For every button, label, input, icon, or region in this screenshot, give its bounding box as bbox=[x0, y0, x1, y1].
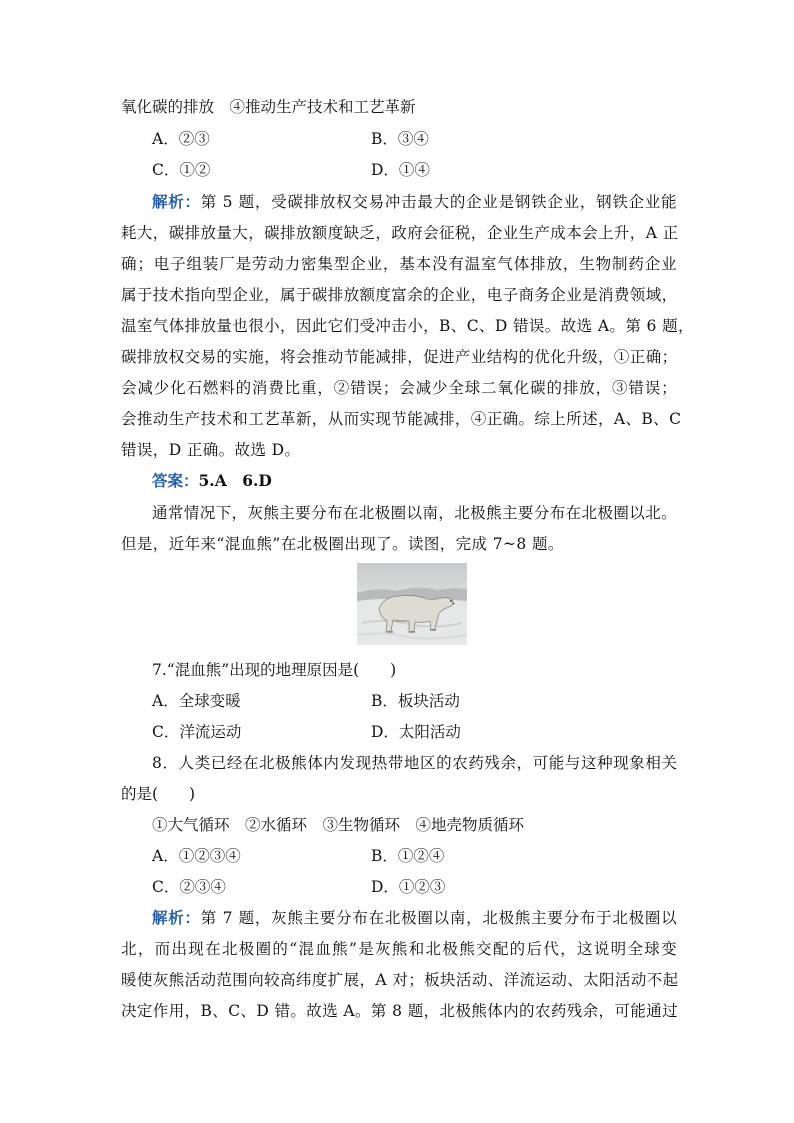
intro-line-2: 但是，近年来“混血熊”在北极圈出现了。读图，完成 7~8 题。 bbox=[121, 535, 564, 553]
answer1-label: 答案： bbox=[152, 471, 199, 490]
q6-option-a: A．②③ bbox=[152, 130, 210, 148]
q7-option-c: C．洋流运动 bbox=[152, 723, 242, 741]
q8-option-b: B．①②④ bbox=[371, 847, 445, 865]
analysis2-line-1: 解析：第 7 题，灰熊主要分布在北极圈以南，北极熊主要分布于北极圈以 bbox=[152, 908, 677, 927]
polar-bear-image bbox=[357, 563, 467, 645]
analysis1-line-9: 错误，D 正确。故选 D。 bbox=[121, 441, 301, 459]
q6-option-d: D．①④ bbox=[371, 161, 430, 179]
analysis1-line-3: 确；电子组装厂是劳动力密集型企业，基本没有温室气体排放，生物制药企业 bbox=[121, 255, 677, 273]
analysis1-line-7: 会减少化石燃料的消费比重，②错误；会减少全球二氧化碳的排放，③错误； bbox=[121, 379, 677, 397]
q7-option-a: A．全球变暖 bbox=[152, 692, 241, 710]
answer1-value: 5.A 6.D bbox=[198, 471, 272, 490]
q6-option-b: B．③④ bbox=[371, 130, 429, 148]
analysis1-line-6: 碳排放权交易的实施，将会推动节能减排，促进产业结构的优化升级，①正确； bbox=[121, 348, 678, 366]
analysis1-line-8: 会推动生产技术和工艺革新，从而实现节能减排，④正确。综上所述，A、B、C bbox=[121, 410, 682, 428]
analysis1-line-1: 解析：第 5 题，受碳排放权交易冲击最大的企业是钢铁企业，钢铁企业能 bbox=[152, 192, 677, 211]
intro-line-1: 通常情况下，灰熊主要分布在北极圈以南，北极熊主要分布在北极圈以北。 bbox=[152, 504, 677, 522]
q6-item-line: 氧化碳的排放 ④推动生产技术和工艺革新 bbox=[121, 98, 416, 116]
analysis1-line-5: 温室气体排放量也很小，因此它们受冲击小，B、C、D 错误。故选 A。第 6 题， bbox=[121, 317, 694, 335]
q7-option-d: D．太阳活动 bbox=[371, 723, 461, 741]
analysis2-line-4: 决定作用，B、C、D 错。故选 A。第 8 题，北极熊体内的农药残余，可能通过 bbox=[121, 1002, 679, 1020]
analysis2-line-3: 暖使灰熊活动范围向较高纬度扩展，A 对；板块活动、洋流运动、太阳活动不起 bbox=[121, 971, 679, 989]
q8-items: ①大气循环 ②水循环 ③生物循环 ④地壳物质循环 bbox=[152, 816, 525, 834]
q6-option-c: C．①② bbox=[152, 161, 211, 179]
q7-stem: 7.“混血熊”出现的地理原因是( ) bbox=[152, 661, 397, 679]
analysis2-label: 解析： bbox=[152, 908, 201, 927]
q8-stem-line-1: 8．人类已经在北极熊体内发现热带地区的农药残余，可能与这种现象相关 bbox=[152, 754, 677, 772]
analysis1-line-2: 耗大，碳排放量大，碳排放额度缺乏，政府会征税，企业生产成本会上升，A 正 bbox=[121, 224, 679, 242]
analysis2-line-2: 北，而出现在北极圈的“混血熊”是灰熊和北极熊交配的后代，这说明全球变 bbox=[121, 940, 677, 958]
q8-stem-line-2: 的是( ) bbox=[121, 785, 196, 803]
q8-option-a: A．①②③④ bbox=[152, 847, 241, 865]
analysis1-label: 解析： bbox=[152, 192, 201, 211]
q8-option-c: C．②③④ bbox=[152, 878, 226, 896]
analysis1-line-4: 属于技术指向型企业，属于碳排放额度富余的企业，电子商务企业是消费领域， bbox=[121, 286, 678, 304]
answer1 bbox=[152, 471, 708, 491]
polar-bear-photo bbox=[357, 563, 467, 645]
q8-option-d: D．①②③ bbox=[371, 878, 446, 896]
q7-option-b: B．板块活动 bbox=[371, 692, 460, 710]
